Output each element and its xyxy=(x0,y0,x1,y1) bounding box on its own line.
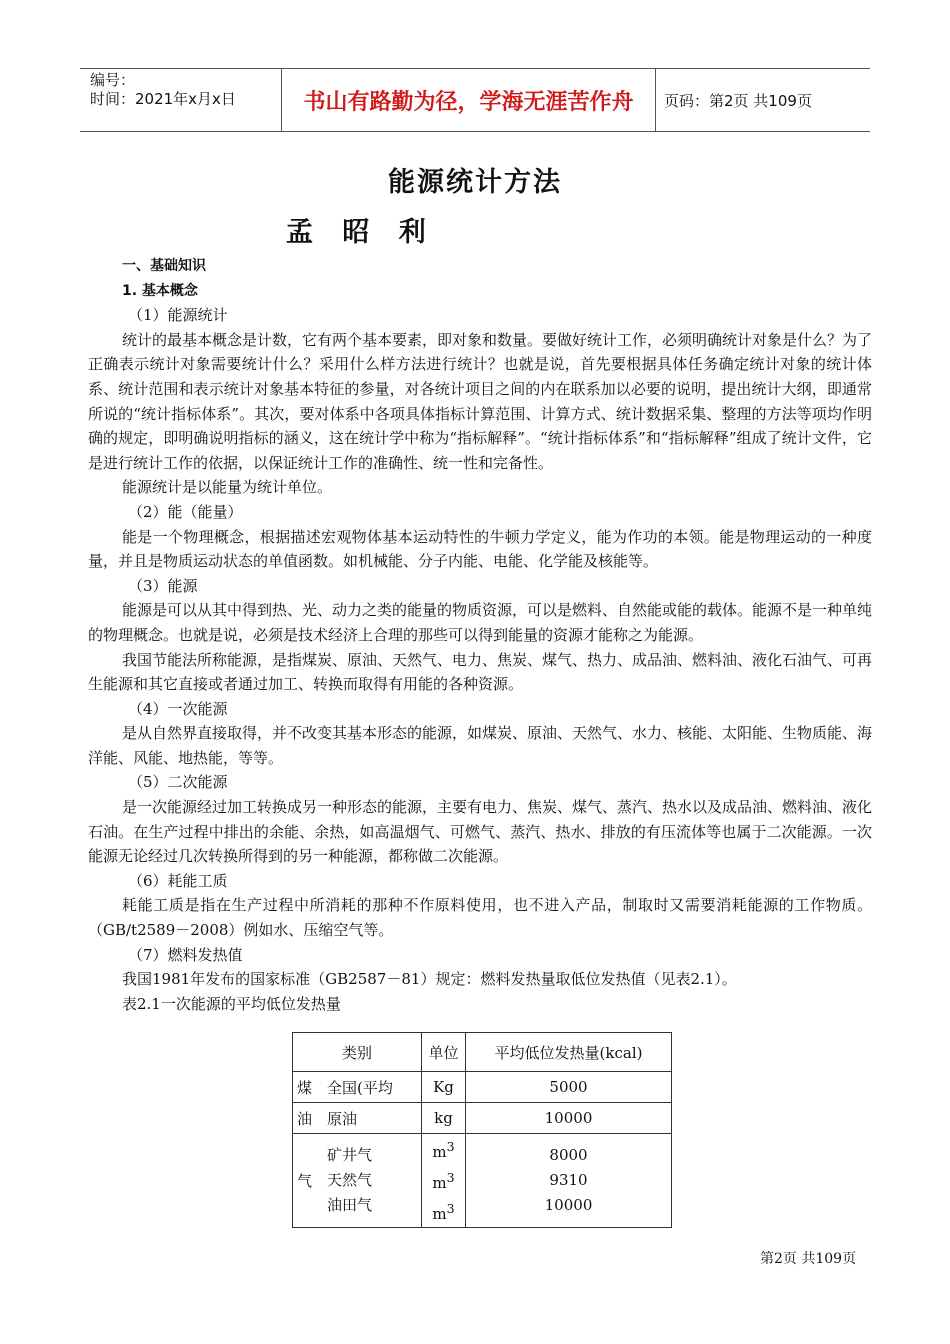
unit-cell: kg xyxy=(422,1103,466,1134)
gas-value: 9310 xyxy=(549,1171,588,1189)
paragraph: 能源是可以从其中得到热、光、动力之类的能量的物质资源，可以是燃料、自然能或能的载体。能源不是一种单纯的物理概念。也就是说，必须是技术经济上合理的那些可以得到能量的资源才能称之为能源。 xyxy=(88,601,873,644)
number-label: 编号： xyxy=(90,71,136,89)
header-page-info: 页码：第2页 共109页 xyxy=(664,91,812,110)
item-heading: （1）能源统计 xyxy=(128,306,228,325)
gas-name: 矿井气 xyxy=(327,1146,373,1164)
unit-superscript: 3 xyxy=(446,1139,455,1154)
table-row xyxy=(293,1072,672,1103)
gas-unit-text: m xyxy=(432,1143,447,1161)
gas-value: 8000 xyxy=(549,1146,588,1164)
unit-superscript: 3 xyxy=(446,1201,455,1216)
gas-name: 油田气 xyxy=(327,1196,373,1214)
item-heading: （3）能源 xyxy=(128,576,198,595)
name-cell: 全国(平均 xyxy=(323,1072,422,1103)
gas-unit xyxy=(426,1134,461,1165)
paragraph: 我国节能法所称能源，是指煤炭、原油、天然气、电力、焦炭、煤气、热力、成品油、燃料油、液化石油气、可再生能源和其它直接或者通过加工、转换而取得有用能的各种资源。 xyxy=(88,650,873,694)
header-unit: 单位 xyxy=(422,1033,466,1072)
name-cell xyxy=(323,1134,422,1228)
subsection-heading: 1. 基本概念 xyxy=(122,282,198,299)
item-heading: （5）二次能源 xyxy=(128,773,228,792)
gas-unit-text: m xyxy=(432,1205,447,1223)
table-row xyxy=(293,1134,672,1228)
paragraph: 耗能工质是指在生产过程中所消耗的那种不作原料使用，也不进入产品，制取时又需要消耗能源的工作物质。（GB/t2589－2008）例如水、压缩空气等。 xyxy=(88,896,872,940)
unit-superscript: 3 xyxy=(446,1170,455,1185)
paragraph: 能源统计是以能量为统计单位。 xyxy=(122,478,333,497)
header-value: 平均低位发热量(kcal) xyxy=(466,1033,672,1072)
name-cell: 原油 xyxy=(323,1103,422,1134)
category-cell: 煤 xyxy=(293,1072,324,1103)
category-cell: 油 xyxy=(293,1103,324,1134)
gas-unit xyxy=(426,1165,461,1196)
value-cell: 5000 xyxy=(466,1072,672,1103)
unit-cell xyxy=(422,1134,466,1228)
item-heading: （6）耗能工质 xyxy=(128,871,228,890)
paragraph: 是一次能源经过加工转换成另一种形态的能源，主要有电力、焦炭、煤气、蒸汽、热水以及成品油、燃料油、液化石油。在生产过程中排出的余能、余热，如高温烟气、可燃气、蒸汽、热水、排放的有压流体等也属于二次能源。一次能源无论经过几次转换所得到的另一种能源，都称做二次能源。 xyxy=(88,798,873,866)
unit-cell: Kg xyxy=(422,1072,466,1103)
item-heading: （7）燃料发热值 xyxy=(128,945,243,964)
paragraph: 能是一个物理概念，根据描述宏观物体基本运动特性的牛顿力学定义，能为作功的本领。能是物理运动的一种度量，并且是物质运动状态的单值函数。如机械能、分子内能、电能、化学能及核能等。 xyxy=(88,527,872,571)
time-label: 时间：2021年x月x日 xyxy=(90,90,236,108)
page-footer: 第2页 共109页 xyxy=(760,1251,857,1267)
author-name: 孟 昭 利 xyxy=(286,217,436,248)
item-heading: （2）能（能量） xyxy=(128,502,243,521)
document-body xyxy=(88,254,872,1016)
paragraph: 统计的最基本概念是计数，它有两个基本要素，即对象和数量。要做好统计工作，必须明确统计对象是什么？为了正确表示统计对象需要统计什么？采用什么样方法进行统计？也就是说，首先要根据具体任务确定统计对象的统计体系、统计范围和表示统计对象基本特征的参量，对各统计项目之间的内在联系加以必要的说明，提出统计大纲，即通常所说的“统计指标体系”。其次，要对体系中各项具体指标计算范围、计算方式、统计数据采集、整理的方法等项均作明确的规定，即明确说明指标的涵义，这在统计学中称为“指标解释”。“统计指标体系”和“指标解释”组成了统计文件，它是进行统计工作的依据，以保证统计工作的准确性、统一性和完备性。 xyxy=(88,330,873,472)
header-meta xyxy=(80,69,280,131)
page-header xyxy=(80,68,870,132)
gas-unit-text: m xyxy=(432,1174,447,1192)
document-title: 能源统计方法 xyxy=(388,167,562,198)
table-header-row xyxy=(293,1033,672,1072)
value-cell: 10000 xyxy=(466,1103,672,1134)
gas-name: 天然气 xyxy=(327,1171,373,1189)
paragraph: 我国1981年发布的国家标准（GB2587－81）规定：燃料发热量取低位发热值（见表2.1）。 xyxy=(122,970,737,989)
value-cell xyxy=(466,1134,672,1228)
category-cell: 气 xyxy=(293,1134,324,1228)
section-heading: 一、基础知识 xyxy=(122,258,206,274)
header-motto: 书山有路勤为径，学海无涯苦作舟 xyxy=(281,69,656,131)
table-row xyxy=(293,1103,672,1134)
paragraph: 是从自然界直接取得，并不改变其基本形态的能源，如煤炭、原油、天然气、水力、核能、太阳能、生物质能、海洋能、风能、地热能，等等。 xyxy=(88,724,873,767)
heat-value-table xyxy=(292,1032,672,1228)
gas-unit xyxy=(426,1196,461,1227)
table-caption: 表2.1一次能源的平均低位发热量 xyxy=(122,994,341,1013)
gas-value: 10000 xyxy=(544,1196,593,1214)
header-category: 类别 xyxy=(293,1033,422,1072)
item-heading: （4）一次能源 xyxy=(128,699,228,718)
